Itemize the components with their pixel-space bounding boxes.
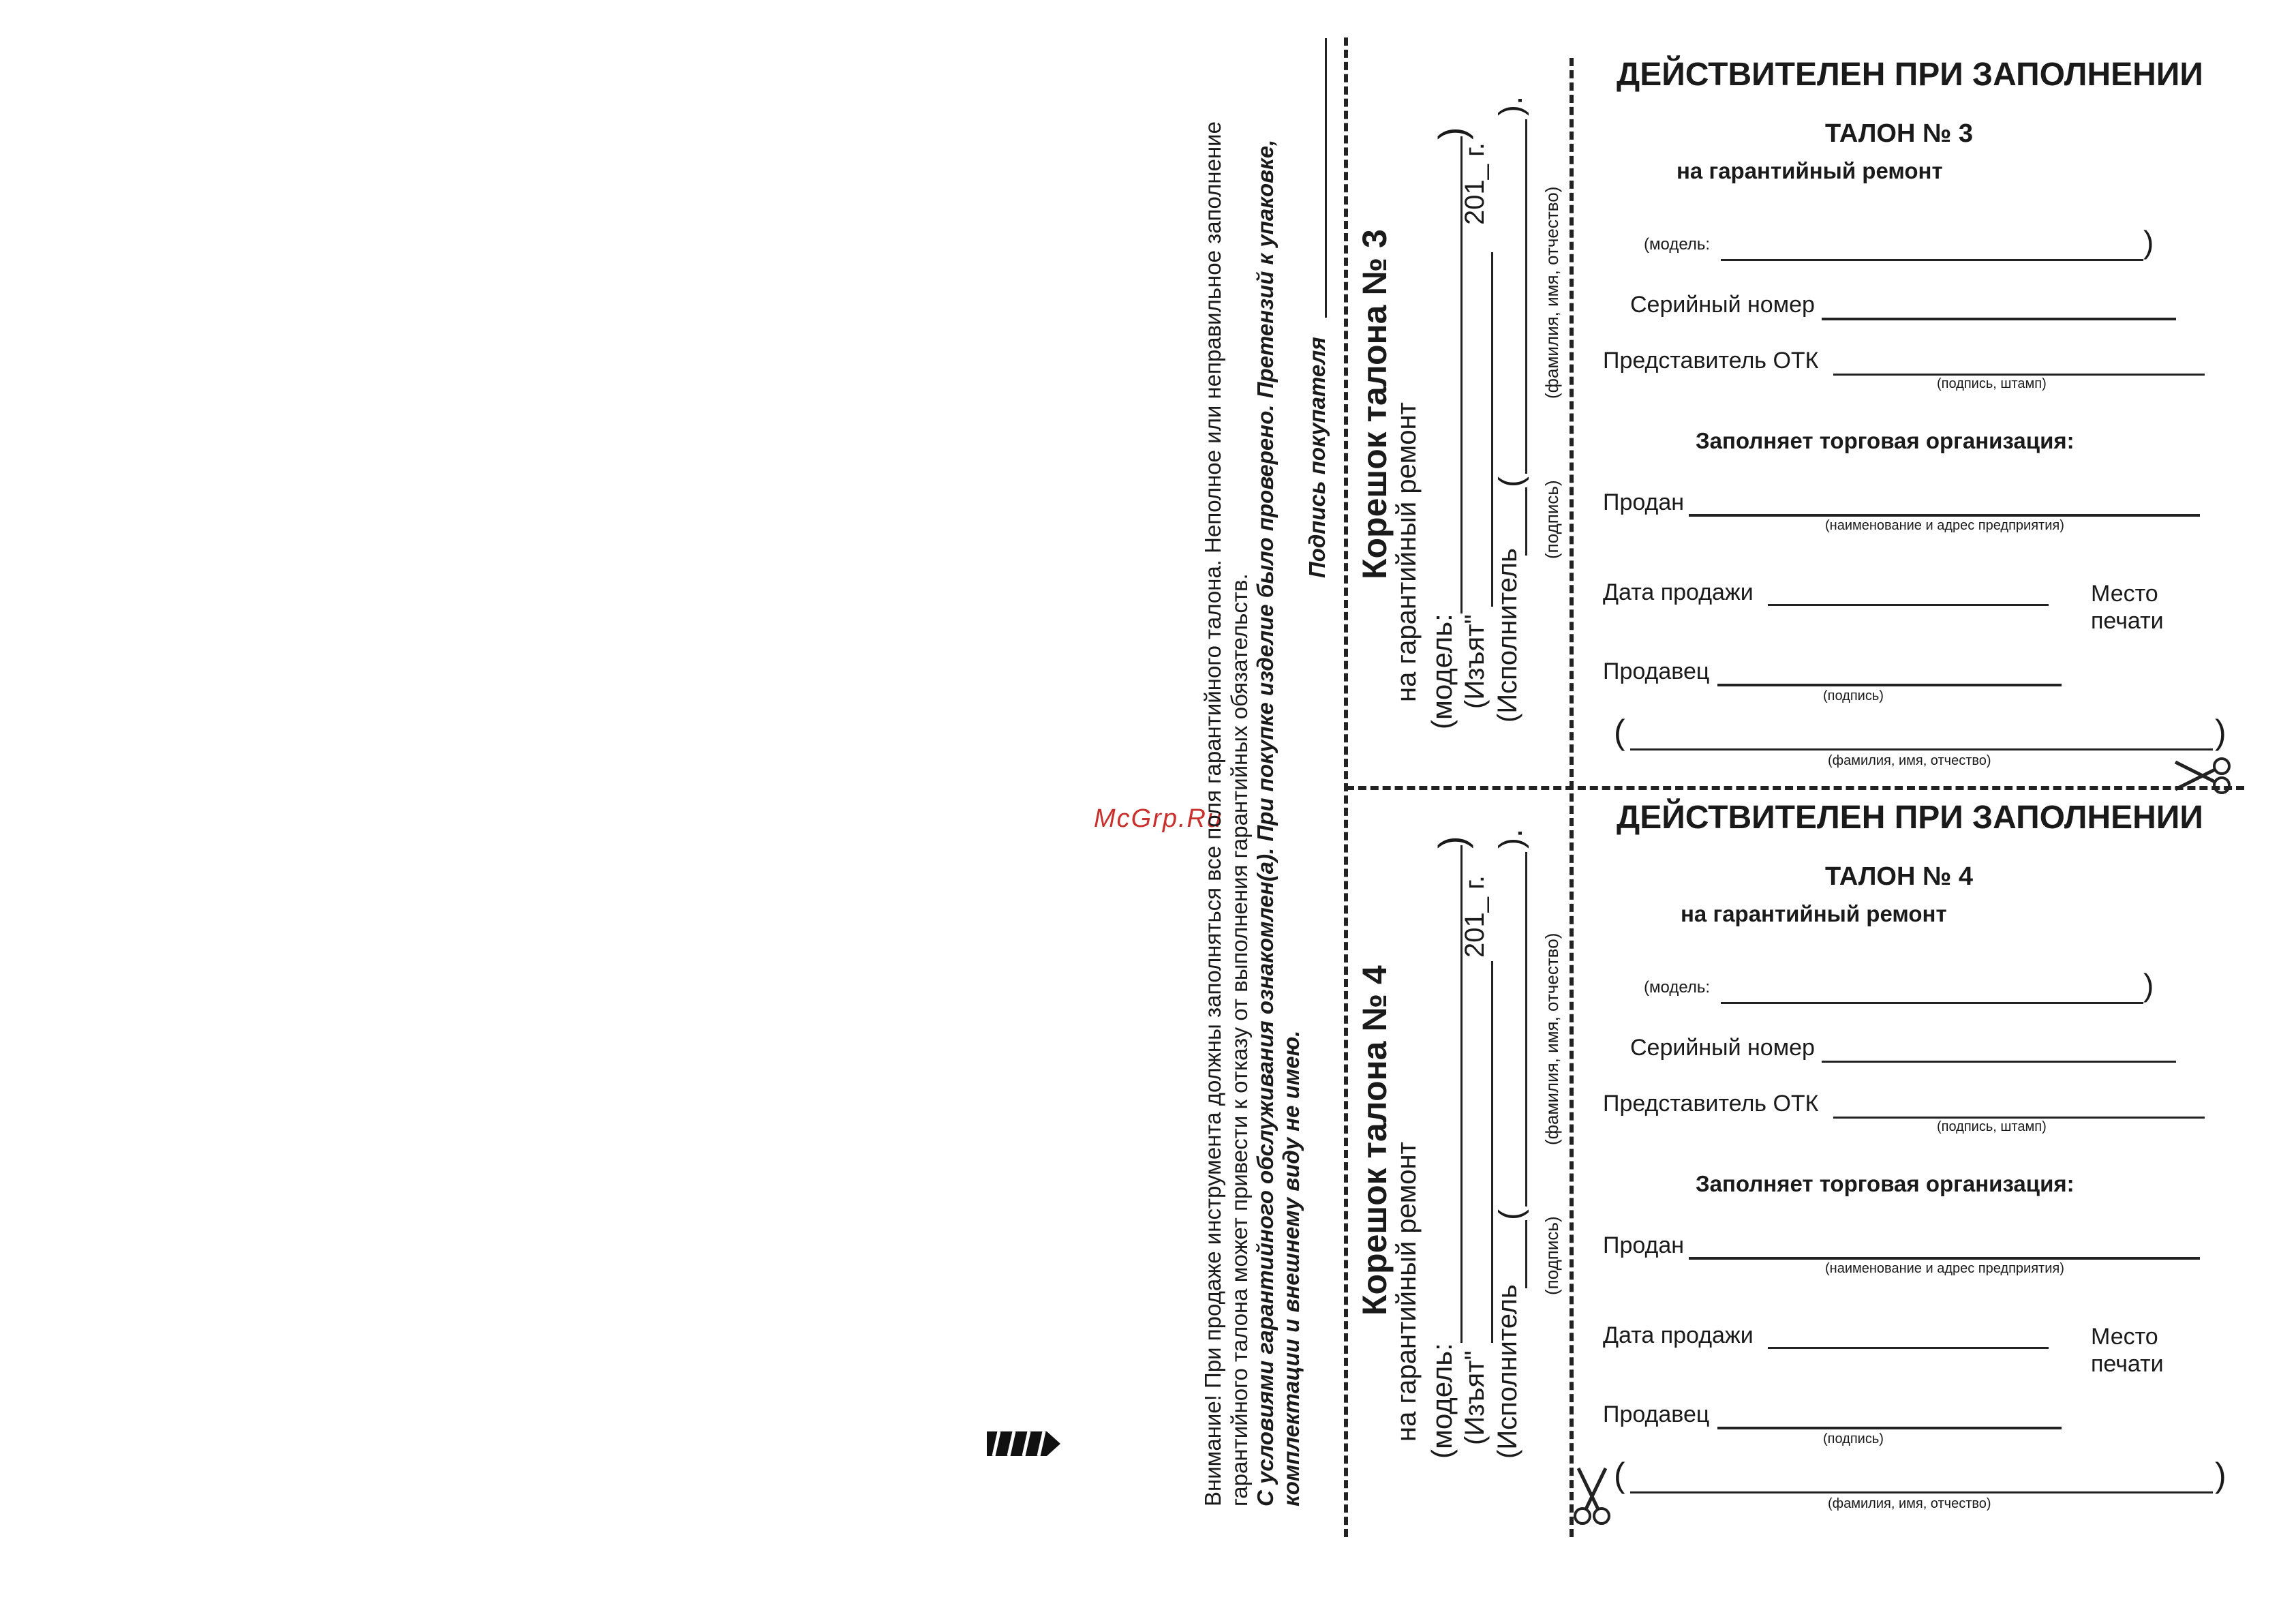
stub-3-name-caption: (фамилия, имя, отчество) [1542,186,1562,399]
stub-3-model-label: (модель: [1426,613,1458,729]
coupon-3-model-close: ) [2143,224,2154,260]
coupon-4-sold-line [1689,1257,2200,1260]
coupon-4-name-open: ( [1614,1456,1625,1494]
notice-line-3: С условиями гарантийного обслуживания ознакомлен(а). При покупке изделие было проверено. Претензий к упаковке, [1253,139,1278,1506]
coupon-4-subtitle: на гарантийный ремонт [1681,901,1947,926]
stub-4-name-line [1525,852,1527,1207]
stub-4-sign-caption: (подпись) [1542,1216,1562,1295]
coupon-3-name-close: ) [2215,713,2226,751]
notice-line-2: гарантийного талона может привести к отказу от выполнения гарантийных обязательств. [1227,573,1252,1506]
coupon-4-seller-caption: (подпись) [1823,1431,1884,1446]
coupon-4-trade-header: Заполняет торговая организация: [1696,1171,2075,1196]
coupon-4-valid-header: ДЕЙСТВИТЕЛЕН ПРИ ЗАПОЛНЕНИИ [1617,800,2203,836]
coupon-4-model-line [1721,1002,2143,1004]
stub-4-title: Корешок талона № 4 [1356,965,1394,1316]
coupon-4-stamp-label-1: Место [2091,1324,2158,1350]
stub-3-year: 201_ г. [1460,142,1490,225]
coupon-3-serial-label: Серийный номер [1630,292,1815,318]
stub-3-performer-label: (Исполнитель [1493,548,1522,723]
stub-4-seized-label: (Изъят" [1460,1350,1490,1445]
coupon-3-name-line [1630,748,2213,750]
stub-4-performer-label: (Исполнитель [1493,1284,1522,1459]
buyer-signature-line [1325,38,1327,318]
stub-3-model-close: ) [1430,127,1473,140]
stub-3-sign-caption: (подпись) [1542,480,1562,559]
notice-line-2-wrap [1227,48,1253,1506]
warranty-notice [1201,48,1225,1506]
stub-4-name-caption: (фамилия, имя, отчество) [1542,932,1562,1145]
coupon-3-seller-label: Продавец [1603,658,1710,684]
stub-3-subtitle: на гарантийный ремонт [1392,402,1422,702]
coupon-4-date-label: Дата продажи [1603,1322,1754,1348]
coupon-3-date-label: Дата продажи [1603,579,1754,605]
stub-3-name-line [1525,119,1527,474]
coupon-4-seller-label: Продавец [1603,1401,1710,1427]
coupon-4-date-line [1768,1347,2049,1349]
stub-3-paren-close: ). [1493,95,1529,116]
stub-3-sign-line [1525,487,1527,556]
stub-4-model-label: (модель: [1426,1343,1458,1459]
stub-3-title: Корешок талона № 3 [1356,229,1394,579]
coupon-3-serial-line [1822,318,2176,320]
coupon-4-qc-caption: (подпись, штамп) [1937,1119,2047,1134]
coupon-4-stamp-label-2: печати [2091,1351,2164,1377]
notice-line-3-wrap [1253,48,1279,1506]
notice-line-4: комплектации и внешнему виду не имею. [1279,1030,1304,1506]
coupon-3-sold-line [1689,514,2200,517]
stub-3-seized-label: (Изъят" [1460,614,1490,709]
notice-line-1: Внимание! При продаже инструмента должны заполняться все поля гарантийного талона. Неполное или неправильное заполнение [1200,121,1225,1506]
cut-line-horizontal [1346,786,2244,790]
coupon-3-model-line [1721,259,2143,261]
coupon-3-name-caption: (фамилия, имя, отчество) [1828,753,1991,768]
notice-line-4-wrap [1279,48,1304,1506]
coupon-3-valid-header: ДЕЙСТВИТЕЛЕН ПРИ ЗАПОЛНЕНИИ [1617,57,2203,93]
coupon-4-qc-label: Представитель ОТК [1603,1091,1819,1117]
scissors-icon [2173,755,2234,796]
coupon-4-serial-line [1822,1061,2176,1063]
stub-3-paren-open: ( [1493,476,1529,487]
stub-4-paren-open: ( [1493,1209,1529,1220]
coupon-4-serial-label: Серийный номер [1630,1035,1815,1061]
coupon-3-date-line [1768,604,2049,606]
brand-logo-icon [987,1430,1062,1457]
cut-line-vertical-right [1570,58,1574,1537]
coupon-3-model-label: (модель: [1644,235,1711,254]
coupon-3-title: ТАЛОН № 3 [1825,119,1973,148]
coupon-3-subtitle: на гарантийный ремонт [1677,158,1943,183]
buyer-signature-label: Подпись покупателя [1304,337,1330,578]
coupon-4-title: ТАЛОН № 4 [1825,862,1973,891]
coupon-4-name-close: ) [2215,1456,2226,1494]
scissors-icon [1572,1466,1612,1527]
coupon-4-seller-line [1717,1427,2062,1429]
coupon-3-qc-label: Представитель ОТК [1603,348,1819,374]
coupon-4-sold-caption: (наименование и адрес предприятия) [1825,1261,2064,1276]
stub-4-model-close: ) [1430,836,1473,849]
coupon-3-sold-label: Продан [1603,489,1685,515]
coupon-3-stamp-label-2: печати [2091,608,2164,634]
coupon-4-model-close: ) [2143,967,2154,1003]
coupon-3-trade-header: Заполняет торговая организация: [1696,428,2075,453]
coupon-4-sold-label: Продан [1603,1232,1685,1258]
coupon-4-name-line [1630,1491,2213,1493]
coupon-3-seller-line [1717,684,2062,686]
coupon-3-sold-caption: (наименование и адрес предприятия) [1825,518,2064,533]
watermark: McGrp.Ru [1094,804,1223,833]
coupon-3-name-open: ( [1614,713,1625,751]
coupon-3-qc-caption: (подпись, штамп) [1937,376,2047,391]
coupon-4-name-caption: (фамилия, имя, отчество) [1828,1496,1991,1511]
stub-4-year: 201_ г. [1460,875,1490,958]
coupon-3-stamp-label-1: Место [2091,581,2158,607]
coupon-4-qc-line [1833,1117,2205,1119]
coupon-3-seller-caption: (подпись) [1823,688,1884,703]
stub-4-paren-close: ). [1493,828,1529,849]
stub-4-subtitle: на гарантийный ремонт [1392,1142,1422,1442]
stub-4-sign-line [1525,1220,1527,1288]
coupon-3-qc-line [1833,374,2205,376]
coupon-4-model-label: (модель: [1644,978,1711,997]
